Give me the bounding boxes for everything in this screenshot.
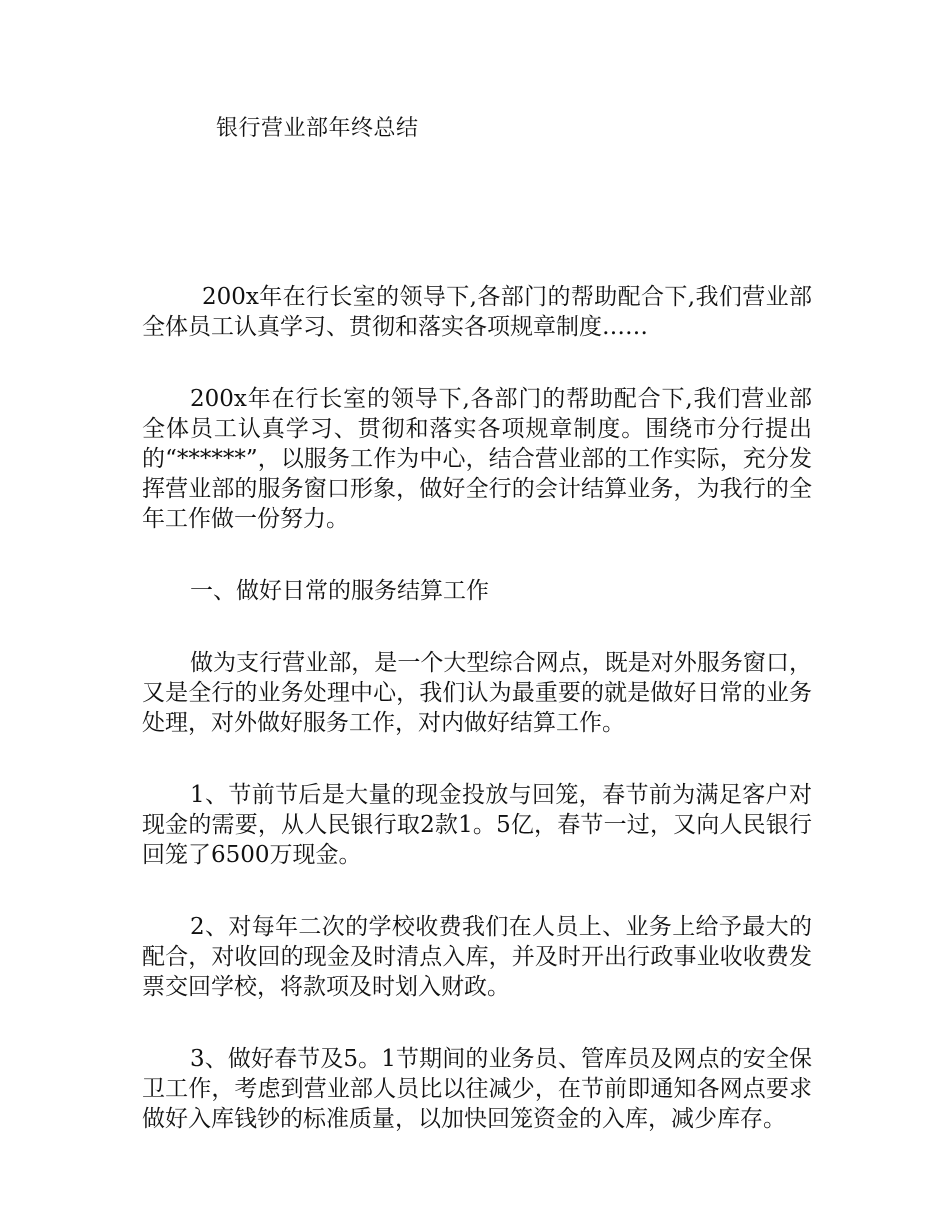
list-item-2: 2、对每年二次的学校收费我们在人员上、业务上给予最大的配合，对收回的现金及时清点入库，并及时开出行政事业收收费发票交回学校，将款项及时划入财政。: [142, 914, 812, 1000]
list-item-3: 3、做好春节及5。1节期间的业务员、管库员及网点的安全保卫工作，考虑到营业部人员比以往减少，在节前即通知各网点要求做好入库钱钞的标准质量，以加快回笼资金的入库，减少库存。: [142, 1046, 812, 1132]
section-heading: 一、做好日常的服务结算工作: [190, 578, 489, 604]
document-title: 银行营业部年终总结: [216, 116, 419, 141]
intro-paragraph: 200x年在行长室的领导下,各部门的帮助配合下,我们营业部全体员工认真学习、贯彻和落实各项规章制度。围绕市分行提出的“******”，以服务工作为中心，结合营业部的工作实际，充分发挥营业部的服务窗口形象，做好全行的会计结算业务，为我行的全年工作做一份努力。: [142, 386, 812, 532]
document-body: [142, 282, 812, 1176]
intro-summary-paragraph: 200x年在行长室的领导下,各部门的帮助配合下,我们营业部全体员工认真学习、贯彻和落实各项规章制度……: [142, 284, 812, 340]
section-intro-paragraph: 做为支行营业部，是一个大型综合网点，既是对外服务窗口，又是全行的业务处理中心，我们认为最重要的就是做好日常的业务处理，对外做好服务工作，对内做好结算工作。: [142, 650, 812, 736]
list-item-1: 1、节前节后是大量的现金投放与回笼，春节前为满足客户对现金的需要，从人民银行取2款1。5亿，春节一过，又向人民银行回笼了6500万现金。: [142, 782, 812, 868]
